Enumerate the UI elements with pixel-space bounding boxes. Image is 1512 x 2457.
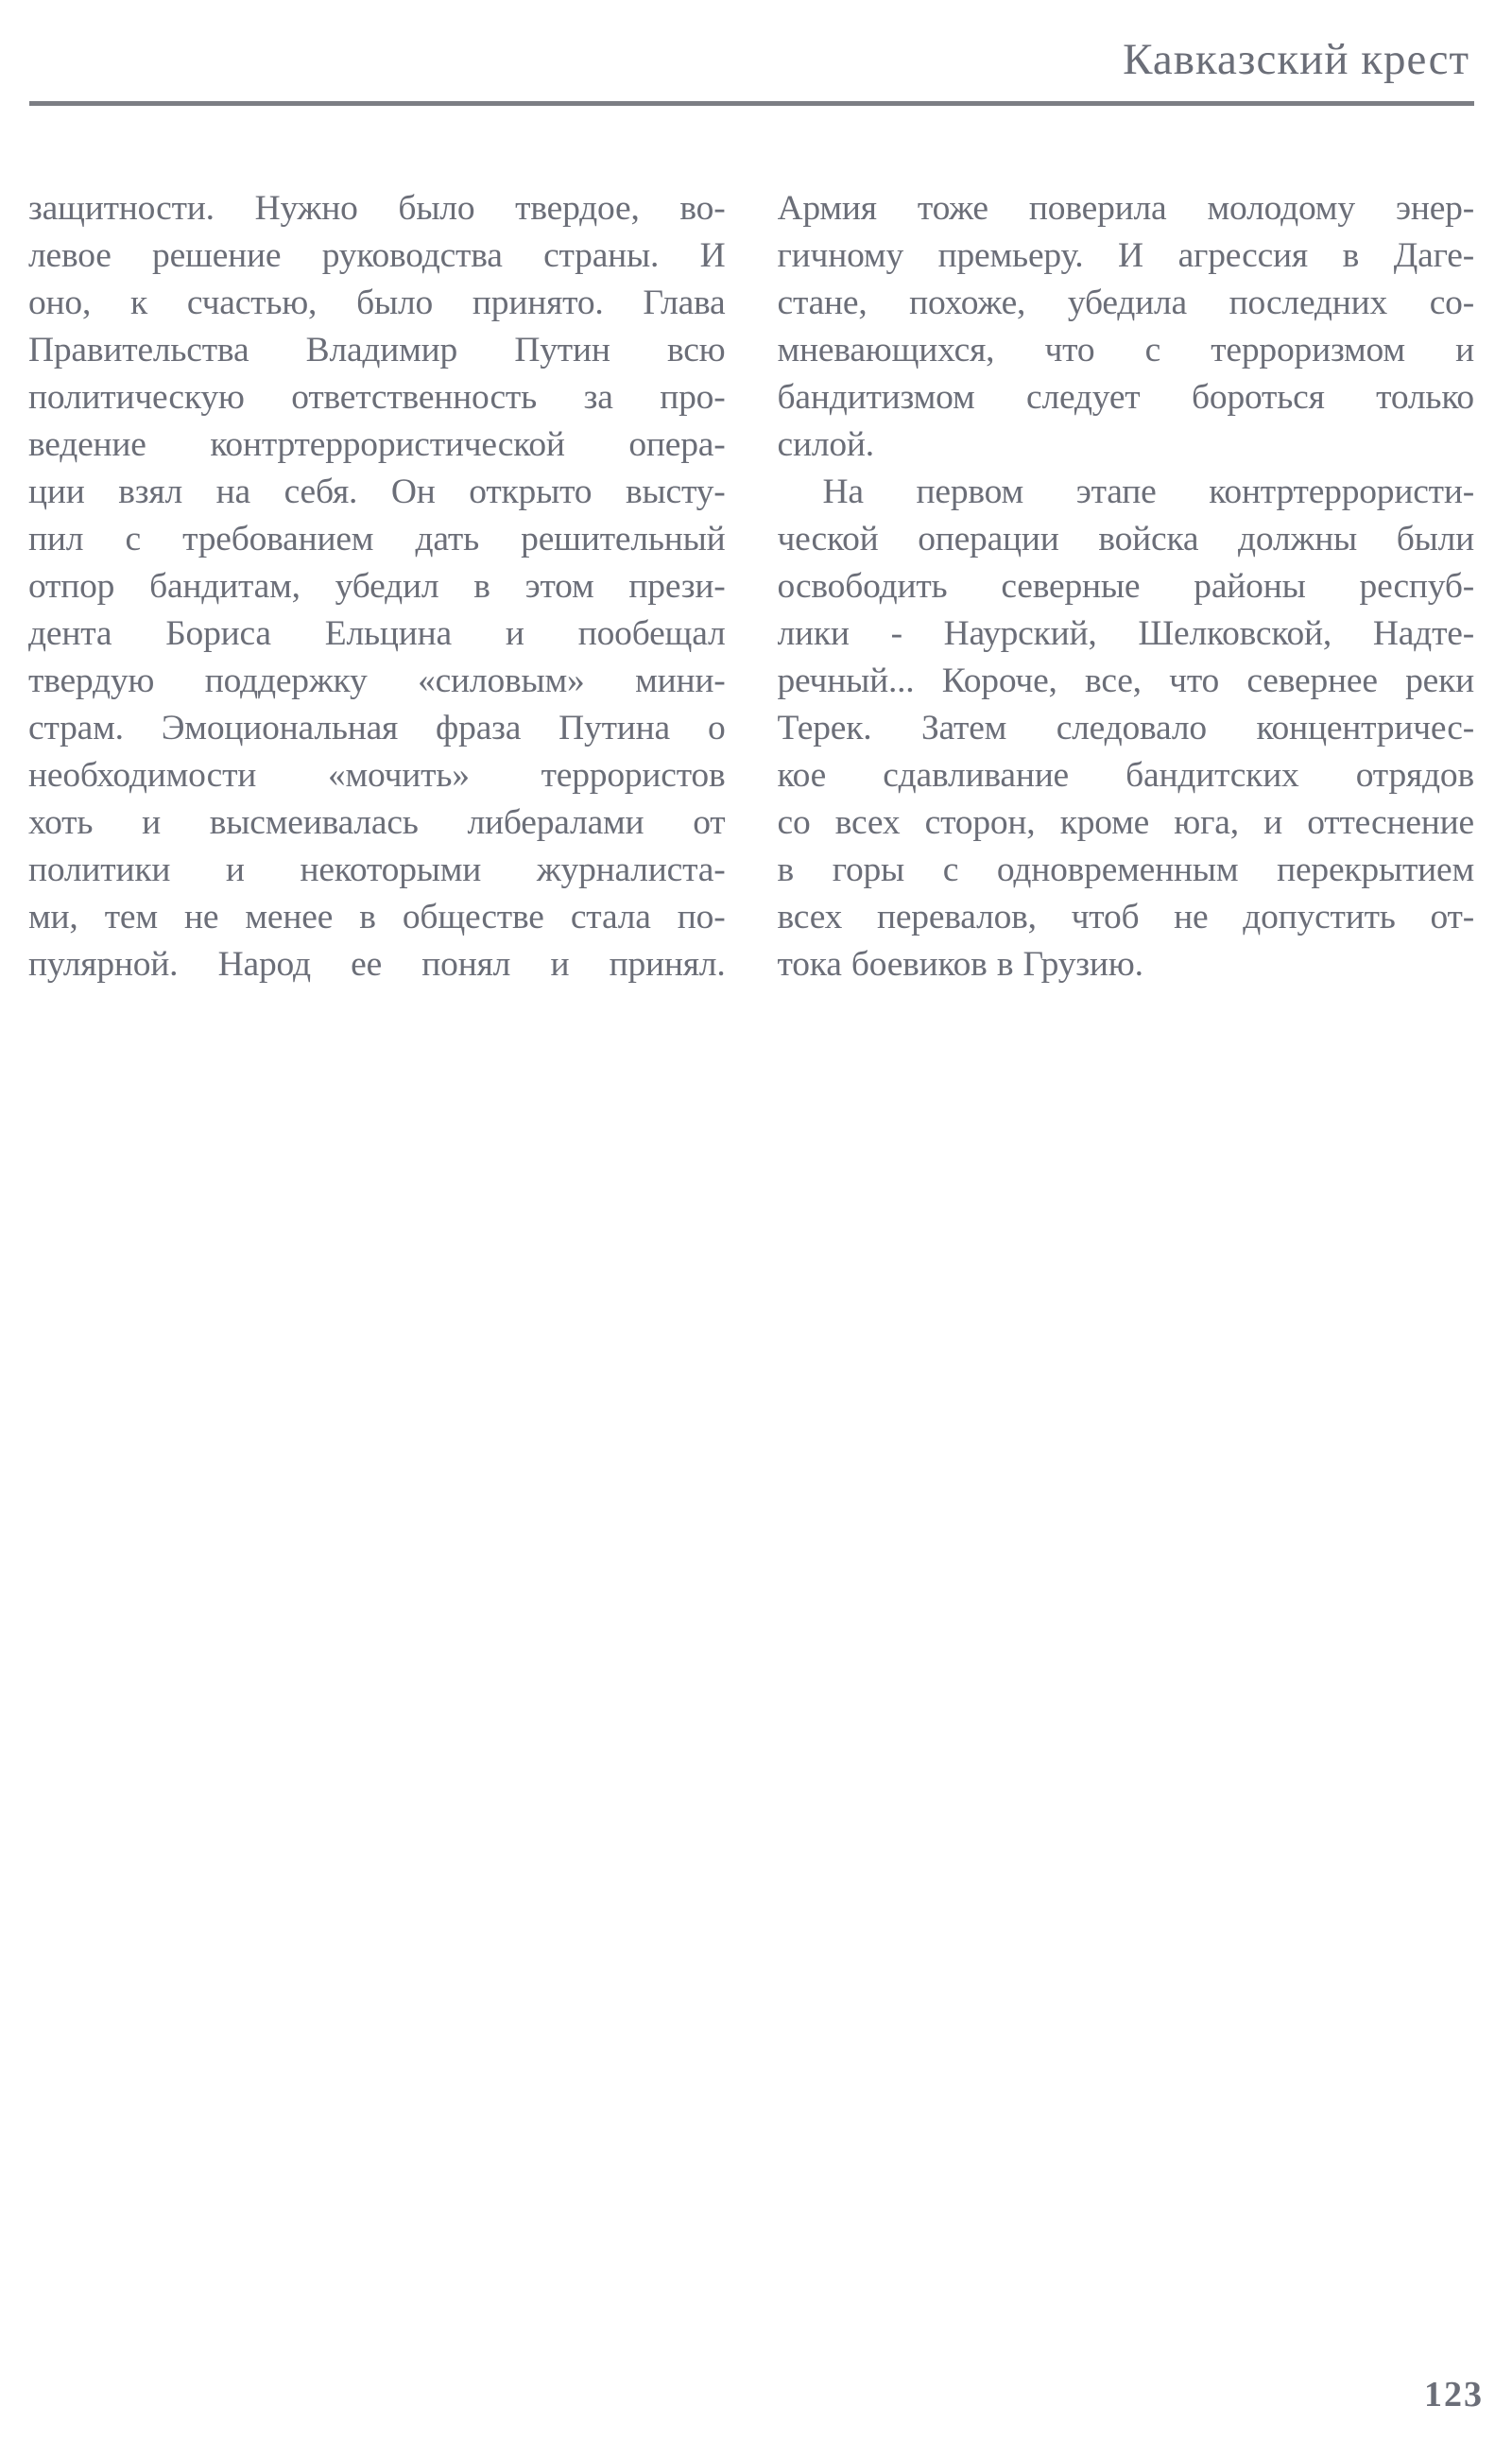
text-line: в горы с одновременным перекрытием	[777, 850, 1474, 889]
text-line: отпор бандитам, убедил в этом прези-	[28, 567, 726, 606]
text-line: необходимости «мочить» террористов	[28, 756, 726, 795]
text-line: ми, тем не менее в обществе стала по-	[28, 898, 726, 936]
text-line: гичному премьеру. И агрессия в Даге-	[777, 236, 1474, 275]
text-line: мневающихся, что с терроризмом и	[777, 331, 1474, 369]
text-line: страм. Эмоциональная фраза Путина о	[28, 709, 726, 747]
text-line: ческой операции войска должны были	[777, 520, 1474, 558]
text-line: бандитизмом следует бороться только	[777, 378, 1474, 417]
header-rule-divider	[29, 101, 1474, 106]
text-line: На первом этапе контртеррористи-	[822, 472, 1474, 511]
text-line: освободить северные районы респуб-	[777, 567, 1474, 606]
text-line: Правительства Владимир Путин всю	[28, 331, 726, 369]
right-text-column	[778, 185, 1475, 988]
text-line: дента Бориса Ельцина и пообещал	[28, 614, 726, 653]
text-line: Армия тоже поверила молодому энер-	[777, 189, 1474, 228]
text-line: лики - Наурский, Шелковской, Надте-	[777, 614, 1474, 653]
text-line: со всех сторон, кроме юга, и оттеснение	[777, 803, 1474, 842]
text-line: оно, к счастью, было принято. Глава	[28, 284, 726, 322]
text-line: твердую поддержку «силовым» мини-	[28, 662, 726, 700]
text-line: ведение контртеррористической опера-	[28, 425, 726, 464]
text-line: пил с требованием дать решительный	[28, 520, 726, 558]
text-line: всех перевалов, чтоб не допустить от-	[777, 898, 1474, 936]
text-line: силой.	[777, 425, 874, 464]
text-line: ции взял на себя. Он открыто высту-	[28, 472, 726, 511]
text-line: кое сдавливание бандитских отрядов	[777, 756, 1474, 795]
left-text-column	[28, 185, 726, 988]
text-line: тока боевиков в Грузию.	[777, 945, 1143, 984]
page-number: 123	[1424, 2375, 1484, 2414]
text-line: защитности. Нужно было твердое, во-	[28, 189, 726, 228]
text-line: левое решение руководства страны. И	[28, 236, 726, 275]
text-line: речный... Короче, все, что севернее реки	[777, 662, 1474, 700]
text-line: хоть и высмеивалась либералами от	[28, 803, 726, 842]
text-line: Терек. Затем следовало концентричес-	[777, 709, 1474, 747]
text-line: стане, похоже, убедила последних со-	[777, 284, 1474, 322]
text-line: пулярной. Народ ее понял и принял.	[28, 945, 726, 984]
text-line: политики и некоторыми журналиста-	[28, 850, 726, 889]
text-line: политическую ответственность за про-	[28, 378, 726, 417]
two-column-text-block	[28, 185, 1474, 988]
running-head-title: Кавказский крест	[1123, 35, 1469, 84]
